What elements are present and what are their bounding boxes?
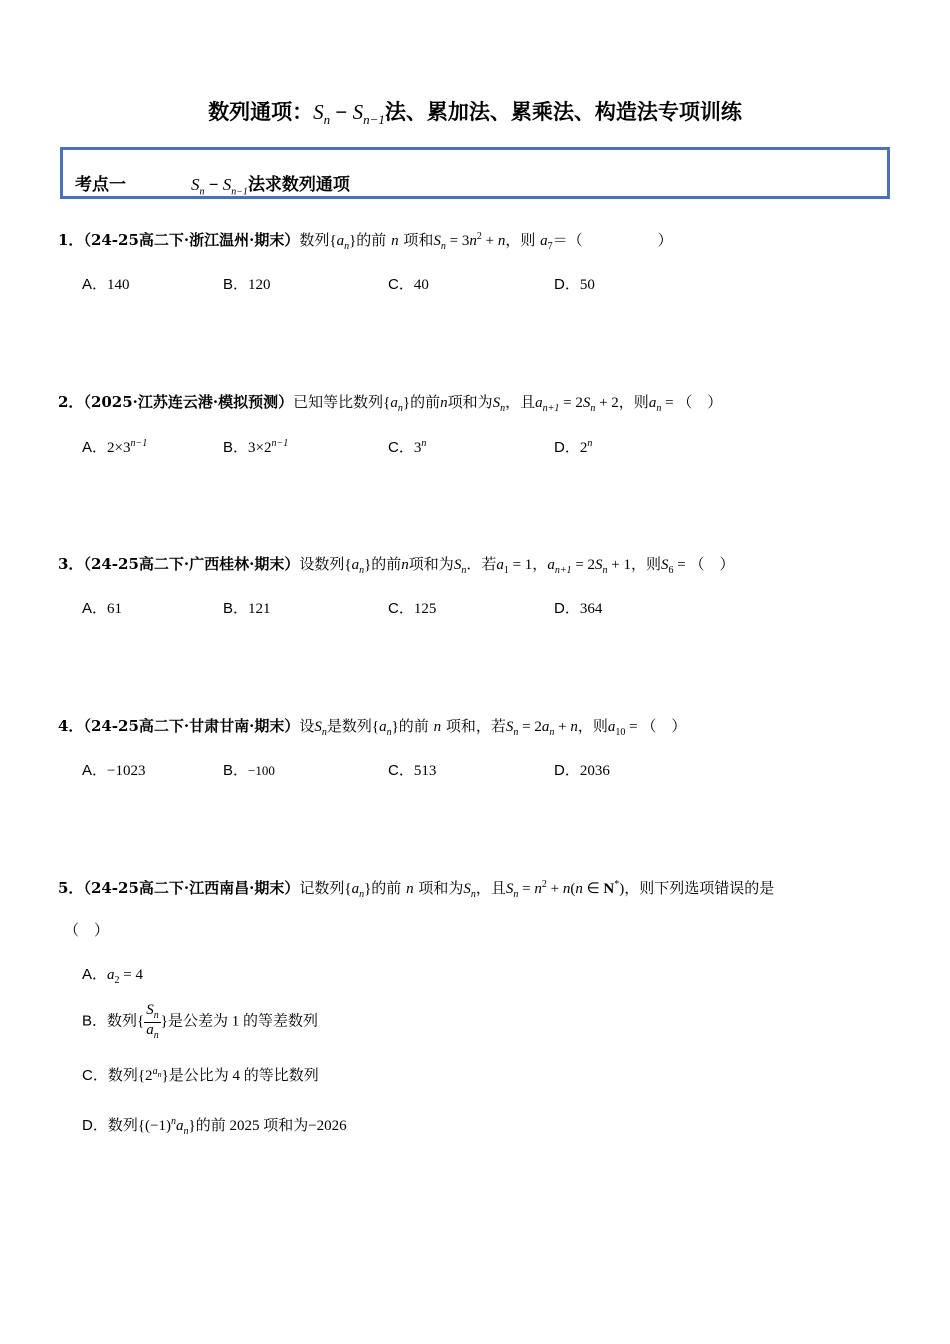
question-3: 3．（24-25高二下·广西桂林·期末）设数列$\{a_n\}$的前n项和为$S_n$．若$a_1 = 1$，$a_{n+1} = 2S_n + 1$，则$S_6$ = （ ） — [58, 555, 735, 576]
question-2: 2．（2025·江苏连云港·模拟预测）已知等比数列$\{a_n\}$的前n项和为$S_n$，且$a_{n+1} = 2S_n + 2$，则$a_n$ = （ ） — [58, 393, 723, 414]
option-3c[interactable]: C．125 — [388, 600, 437, 617]
option-2a[interactable]: A．$2\times 3^{n-1}$ — [82, 438, 148, 456]
option-4c[interactable]: C．513 — [388, 762, 437, 779]
option-1d[interactable]: D．50 — [554, 276, 595, 293]
question-5: 5．（24-25高二下·江西南昌·期末）记数列$\{a_n\}$的前 n 项和为$S_n$，且$S_n = n^2 + n(n$ ∈ N*)，则下列选项错误的是 — [58, 879, 775, 900]
option-4b[interactable]: B．−100 — [223, 762, 275, 779]
option-1b[interactable]: B．120 — [223, 276, 271, 293]
option-5c[interactable]: C．数列$\{2^{a_n}\}$是公比为 4 的等比数列 — [82, 1066, 319, 1084]
option-4d[interactable]: D．2036 — [554, 762, 610, 779]
option-4a[interactable]: A．−1023 — [82, 762, 146, 779]
option-2d[interactable]: D．2$^n$ — [554, 438, 593, 456]
option-3b[interactable]: B．121 — [223, 600, 271, 617]
option-3d[interactable]: D．364 — [554, 600, 603, 617]
page-title: 数列通项：$S_n - S_{n-1}$法、累加法、累乘法、构造法专项训练 — [208, 99, 742, 128]
option-3a[interactable]: A．61 — [82, 600, 123, 617]
question-4: 4．（24-25高二下·甘肃甘南·期末）设$S_n$是数列$\{a_n\}$的前 n 项和，若$S_n = 2a_n + n$，则$a_{10}$ = （ ） — [58, 717, 687, 738]
section-label: 考点一 — [75, 175, 126, 195]
option-5a[interactable]: A．$a_2 = 4$ — [82, 966, 143, 986]
option-2c[interactable]: C．3$^n$ — [388, 438, 427, 456]
option-1c[interactable]: C．40 — [388, 276, 429, 293]
option-2b[interactable]: B．$3\times 2^{n-1}$ — [223, 438, 289, 456]
option-5d[interactable]: D．数列$\{(-1)^na_n\}$的前 2025 项和为−2026 — [82, 1116, 347, 1137]
question-5-paren: （ ） — [64, 921, 110, 939]
option-1a[interactable]: A．140 — [82, 276, 130, 293]
section-title: $S_n - S_{n-1}$法求数列通项 — [191, 175, 350, 198]
question-1: 1．（24-25高二下·浙江温州·期末）数列$\{a_n\}$的前 n 项和$S_n = 3n^2 + n$，则 $a_7=$（ ） — [58, 231, 673, 252]
section-box — [60, 147, 890, 199]
option-5b[interactable]: B．数列{ $\frac{S_n}{a_n}$ }是公差为 1 的等差数列 — [82, 1002, 318, 1041]
